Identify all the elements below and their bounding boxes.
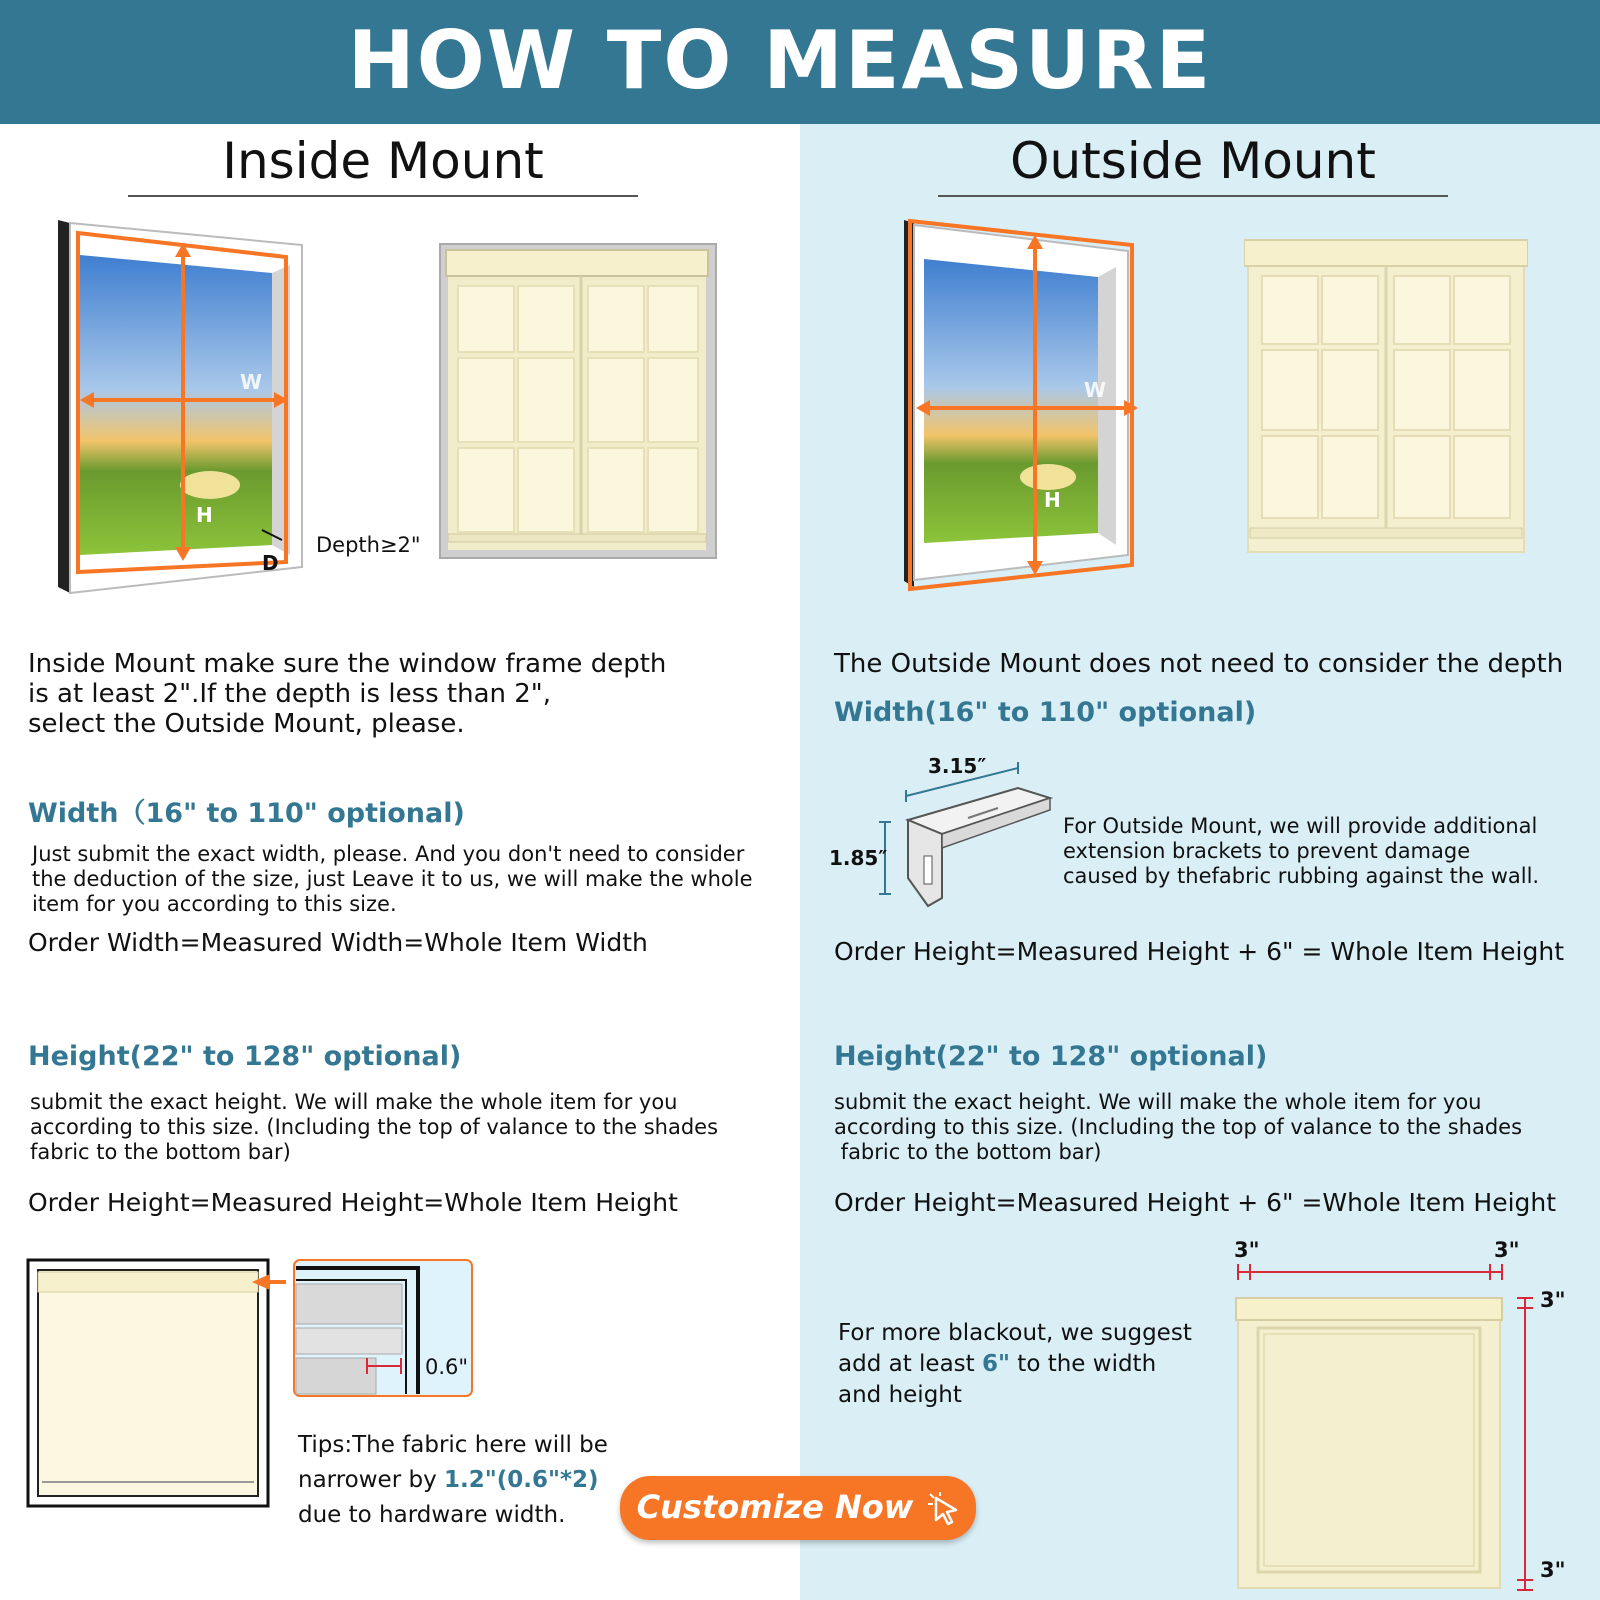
inside-height-desc-1: submit the exact height. We will make the whole item for you [30, 1090, 678, 1114]
dim-right-label: 3" [1494, 1238, 1520, 1262]
inside-height-desc-3: fabric to the bottom bar) [30, 1140, 291, 1164]
tips-line-2 [298, 1467, 599, 1493]
inside-h-label: H [196, 503, 213, 527]
outside-height-heading: Height(22" to 128" optional) [834, 1041, 1268, 1072]
outside-width-heading: Width(16" to 110" optional) [834, 697, 1257, 728]
bracket-desc-3: caused by thefabric rubbing against the wall. [1063, 864, 1540, 888]
dim-left-label: 3" [1234, 1238, 1260, 1262]
depth-label: Depth≥2" [316, 533, 421, 557]
tips-line-2-text: narrower by [298, 1467, 444, 1493]
inside-intro-line-2: is at least 2".If the depth is less than 2", [28, 679, 552, 709]
outside-height-desc-3: fabric to the bottom bar) [834, 1140, 1102, 1164]
customize-now-label: Customize Now [636, 1488, 914, 1526]
bracket-width-dim: 3.15″ [928, 754, 987, 778]
outside-intro: The Outside Mount does not need to consider the depth [834, 649, 1564, 679]
outside-height-desc-1: submit the exact height. We will make the whole item for you [834, 1090, 1482, 1114]
bracket-desc-1: For Outside Mount, we will provide additional [1063, 814, 1538, 838]
gap-label: 0.6" [425, 1355, 469, 1379]
inside-window-illustration [50, 215, 320, 595]
blackout-line-3: and height [838, 1382, 962, 1408]
tips-line-1: Tips:The fabric here will be [298, 1432, 608, 1458]
outside-h-label: H [1044, 488, 1061, 512]
outside-mount-title: Outside Mount [1010, 132, 1376, 190]
inside-width-desc-3: item for you according to this size. [32, 892, 397, 916]
inside-height-formula: Order Height=Measured Height=Whole Item Height [28, 1188, 678, 1217]
tips-highlight: 1.2"(0.6"*2) [444, 1467, 599, 1493]
inside-mount-title: Inside Mount [222, 132, 544, 190]
outside-window-illustration [898, 215, 1168, 595]
blackout-highlight: 6" [981, 1351, 1010, 1377]
outside-width-formula: Order Height=Measured Height + 6" = Whole Item Height [834, 937, 1565, 966]
bracket-desc-2: extension brackets to prevent damage [1063, 839, 1471, 863]
inside-width-formula: Order Width=Measured Width=Whole Item Width [28, 928, 648, 957]
blackout-line-2 [838, 1351, 1156, 1377]
inside-d-label: D [262, 551, 279, 575]
customize-now-button[interactable] [620, 1476, 976, 1540]
tips-line-3: due to hardware width. [298, 1502, 566, 1528]
blackout-text-b: to the width [1009, 1351, 1157, 1377]
inside-title-rule [128, 195, 638, 197]
outside-height-formula: Order Height=Measured Height + 6" =Whole Item Height [834, 1188, 1557, 1217]
inside-height-desc-2: according to this size. (Including the top of valance to the shades [30, 1115, 719, 1139]
inside-intro-line-1: Inside Mount make sure the window frame depth [28, 649, 667, 679]
dim-top-label: 3" [1540, 1288, 1566, 1312]
inside-height-heading: Height(22" to 128" optional) [28, 1041, 462, 1072]
outside-shade-illustration [1244, 238, 1528, 554]
inside-w-label: W [240, 370, 263, 394]
outside-height-desc-2: according to this size. (Including the top of valance to the shades [834, 1115, 1523, 1139]
bracket-height-dim: 1.85″ [829, 846, 888, 870]
inside-width-heading: Width（16" to 110" optional) [28, 798, 465, 829]
dim-bottom-label: 3" [1540, 1558, 1566, 1582]
inside-intro-line-3: select the Outside Mount, please. [28, 709, 465, 739]
header-bar [0, 0, 1600, 124]
blackout-text-a: add at least [838, 1351, 982, 1377]
inside-width-desc-1: Just submit the exact width, please. And you don't need to consider [32, 842, 745, 866]
outside-title-rule [938, 195, 1448, 197]
bracket-illustration [868, 758, 1058, 918]
cursor-click-icon [926, 1490, 964, 1528]
inside-shade-illustration [438, 242, 718, 560]
inside-width-desc-2: the deduction of the size, just Leave it to us, we will make the whole [32, 867, 753, 891]
blackout-line-1: For more blackout, we suggest [838, 1320, 1192, 1346]
outside-w-label: W [1084, 378, 1107, 402]
page-title: HOW TO MEASURE [347, 14, 1213, 107]
blackout-dimension-diagram [1220, 1260, 1540, 1600]
